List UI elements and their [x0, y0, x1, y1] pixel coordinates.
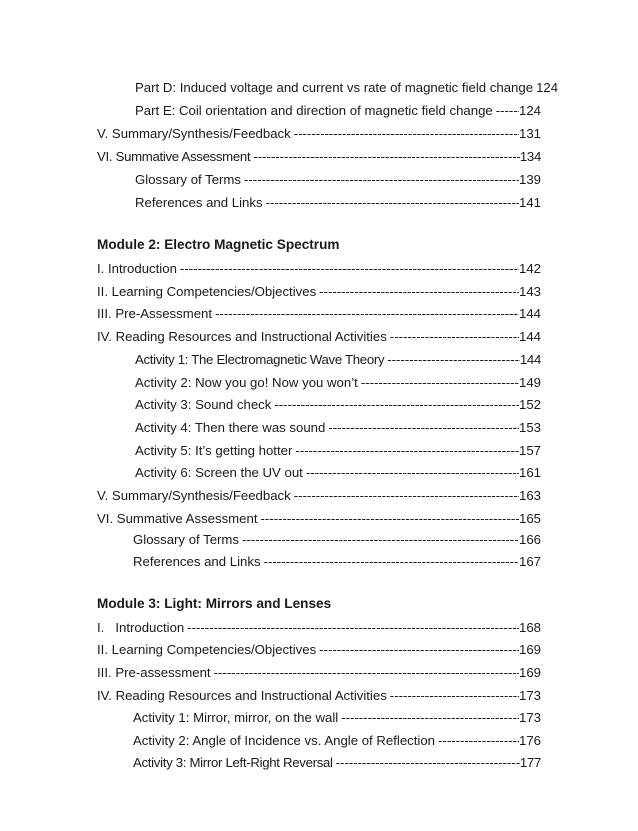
- toc-entry-title: Activity 6: Screen the UV out: [135, 465, 303, 480]
- toc-entry-page: 143: [518, 284, 541, 299]
- toc-leader: [358, 374, 519, 392]
- toc-entry-title: I. Introduction: [97, 620, 185, 635]
- toc-entry-page: 167: [518, 554, 541, 569]
- toc-entry-page: 173: [518, 710, 541, 725]
- toc-entry-title: III. Pre-assessment: [97, 665, 211, 680]
- toc-leader: [338, 709, 519, 727]
- toc-entry: [97, 664, 541, 682]
- module-3-heading: Module 3: Light: Mirrors and Lenses: [97, 596, 332, 611]
- toc-entry-title: Activity 3: Mirror Left-Right Reversal: [133, 755, 333, 770]
- toc-leader: [291, 487, 519, 505]
- toc-leader: [263, 194, 519, 212]
- toc-entry: [135, 374, 541, 392]
- toc-entry: [133, 531, 541, 549]
- toc-entry: [133, 709, 541, 727]
- toc-leader: [435, 732, 519, 750]
- toc-leader: [325, 419, 519, 437]
- toc-entry-title: II. Learning Competencies/Objectives: [97, 284, 317, 299]
- toc-leader: [239, 531, 519, 549]
- toc-entry-title: IV. Reading Resources and Instructional Activities: [97, 688, 387, 703]
- toc-leader: [333, 754, 520, 772]
- toc-entry-page: 144: [519, 352, 541, 367]
- toc-leader: [241, 171, 519, 189]
- toc-entry-page: 149: [518, 375, 541, 390]
- toc-leader: [212, 305, 519, 323]
- toc-entry-title: V. Summary/Synthesis/Feedback: [97, 126, 291, 141]
- toc-leader: [292, 442, 519, 460]
- toc-leader: [291, 125, 519, 143]
- toc-entry: [133, 553, 541, 571]
- toc-entry-title: Activity 1: Mirror, mirror, on the wall: [133, 710, 339, 725]
- toc-entry: [135, 396, 541, 414]
- toc-entry-title: Glossary of Terms: [133, 532, 240, 547]
- toc-entry: [97, 283, 541, 301]
- toc-entry-title: References and Links: [133, 554, 261, 569]
- toc-entry-page: 176: [518, 733, 541, 748]
- toc-entry: [97, 641, 541, 659]
- toc-entry-page: 144: [518, 306, 541, 321]
- toc-entry-title: Part D: Induced voltage and current vs rate of magnetic field change: [135, 80, 534, 95]
- toc-entry: [97, 305, 541, 323]
- toc-entry-title: Activity 4: Then there was sound: [135, 420, 326, 435]
- toc-leader: [258, 510, 519, 528]
- toc-entry-page: 131: [518, 126, 541, 141]
- toc-leader: [271, 396, 519, 414]
- toc-entry-page: 169: [518, 665, 541, 680]
- toc-entry-title: III. Pre-Assessment: [97, 306, 213, 321]
- toc-entry-page: 157: [518, 443, 541, 458]
- toc-leader: [261, 553, 519, 571]
- module-2-heading: Module 2: Electro Magnetic Spectrum: [97, 237, 340, 252]
- toc-entry: [97, 510, 541, 528]
- toc-entry: [135, 194, 541, 212]
- toc-entry-page: 161: [518, 465, 541, 480]
- toc-entry: [135, 419, 541, 437]
- toc-entry-page: 165: [518, 511, 541, 526]
- toc-entry-title: V. Summary/Synthesis/Feedback: [97, 488, 291, 503]
- toc-entry: [97, 619, 541, 637]
- toc-entry: [135, 171, 541, 189]
- toc-entry-page: 124: [518, 103, 541, 118]
- toc-entry-page: 152: [518, 397, 541, 412]
- toc-entry-title: Glossary of Terms: [135, 172, 242, 187]
- toc-entry-title: Activity 3: Sound check: [135, 397, 272, 412]
- toc-entry-page: 169: [518, 642, 541, 657]
- toc-entry-title: VI. Summative Assessment: [97, 511, 258, 526]
- toc-entry-page: 141: [518, 195, 541, 210]
- toc-entry-title: Activity 2: Angle of Incidence vs. Angle of Reflection: [133, 733, 436, 748]
- toc-entry: [97, 260, 541, 278]
- toc-entry: [97, 687, 541, 705]
- toc-entry-page: 177: [519, 755, 541, 770]
- toc-entry-title: II. Learning Competencies/Objectives: [97, 642, 317, 657]
- toc-entry-title: IV. Reading Resources and Instructional Activities: [97, 329, 387, 344]
- toc-entry-page: 142: [518, 261, 541, 276]
- toc-leader: [303, 464, 519, 482]
- toc-entry: [97, 487, 541, 505]
- toc-entry-page: 124: [536, 80, 559, 95]
- toc-entry: [135, 464, 541, 482]
- toc-entry-title: Activity 1: The Electromagnetic Wave Theory: [135, 352, 385, 367]
- toc-entry: [133, 754, 541, 772]
- toc-entry: [135, 102, 541, 120]
- toc-entry: [97, 125, 541, 143]
- toc-entry-title: I. Introduction: [97, 261, 177, 276]
- toc-entry-page: 168: [518, 620, 541, 635]
- toc-entry: [133, 732, 541, 750]
- toc-entry-title: References and Links: [135, 195, 263, 210]
- toc-entry-page: 134: [519, 149, 541, 164]
- toc-entry-title: VI. Summative Assessment: [97, 149, 251, 164]
- toc-entry-page: 139: [518, 172, 541, 187]
- toc-entry-page: 166: [518, 532, 541, 547]
- toc-leader: [211, 664, 519, 682]
- toc-entry-page: 144: [518, 329, 541, 344]
- toc-entry-page: 173: [518, 688, 541, 703]
- toc-entry-title: Activity 2: Now you go! Now you won’t: [135, 375, 358, 390]
- toc-entry: [97, 148, 541, 166]
- toc-leader: [493, 102, 519, 120]
- toc-entry: [135, 442, 541, 460]
- toc-entry-page: 163: [518, 488, 541, 503]
- toc-leader: [384, 351, 520, 369]
- toc-leader: [316, 283, 519, 301]
- toc-leader: [184, 619, 519, 637]
- toc-leader: [387, 328, 519, 346]
- toc-leader: [316, 641, 519, 659]
- toc-entry: [135, 351, 541, 369]
- toc-entry-title: Part E: Coil orientation and direction of magnetic field change: [135, 103, 493, 118]
- toc-leader: [250, 148, 520, 166]
- toc-entry-title: Activity 5: It’s getting hotter: [135, 443, 293, 458]
- toc-leader: [177, 260, 519, 278]
- toc-entry: [97, 328, 541, 346]
- toc-leader: [387, 687, 519, 705]
- toc-entry: [135, 79, 559, 97]
- toc-entry-page: 153: [518, 420, 541, 435]
